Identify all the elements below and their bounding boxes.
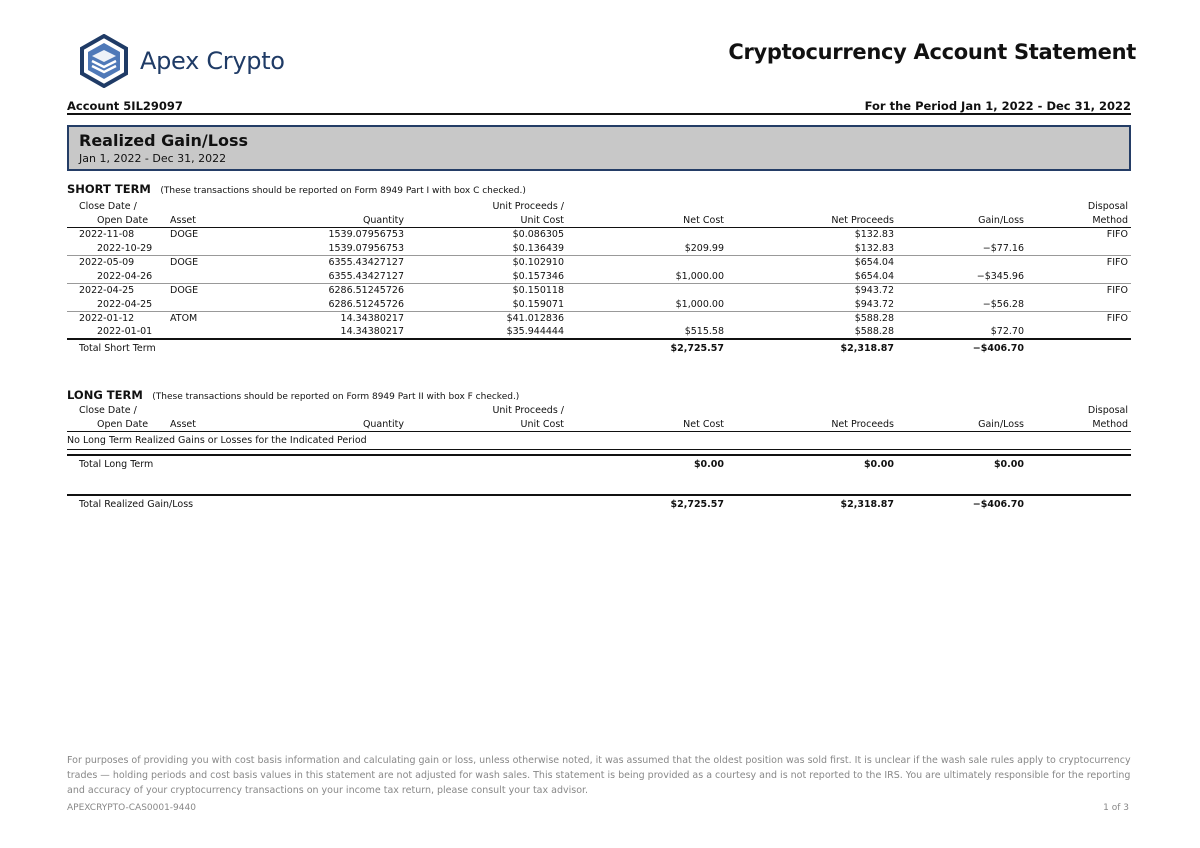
short-term-table [67, 199, 1131, 357]
section-header [67, 125, 1131, 171]
col-asset: Asset [167, 213, 227, 227]
unit-proceeds: $41.012836 [407, 311, 567, 325]
total-gain-loss: $0.00 [897, 455, 1027, 473]
unit-cost: $0.157346 [512, 270, 564, 282]
grand-total-gain-loss: −$406.70 [897, 495, 1027, 513]
col-close-date: Close Date / [79, 405, 137, 416]
col-net-cost: Net Cost [567, 213, 727, 227]
quantity: 6286.51245726 [227, 283, 407, 297]
quantity: 14.34380217 [340, 326, 404, 337]
col-gain-loss: Gain/Loss [897, 417, 1027, 431]
close-date: 2022-04-25 [67, 283, 167, 297]
long-term-table [67, 403, 1131, 513]
open-date: 2022-04-26 [97, 270, 153, 282]
net-proceeds: $588.28 [727, 311, 897, 325]
table-row [67, 311, 1131, 325]
account-header [67, 99, 1131, 115]
empty-row [67, 431, 1131, 449]
total-label: Total Short Term [67, 339, 567, 357]
total-net-cost: $0.00 [567, 455, 727, 473]
quantity: 6355.43427127 [227, 255, 407, 269]
section-title: Realized Gain/Loss [79, 131, 249, 150]
quantity: 14.34380217 [227, 311, 407, 325]
disposal-method: FIFO [1106, 229, 1128, 240]
col-quantity: Quantity [227, 417, 407, 431]
table-row [67, 325, 1131, 339]
net-proceeds: $654.04 [727, 255, 897, 269]
unit-cost: $0.159071 [512, 298, 564, 310]
total-net-proceeds: $2,318.87 [727, 339, 897, 357]
long-term-heading [67, 388, 519, 402]
col-unit-cost: Unit Cost [407, 417, 567, 431]
total-label: Total Long Term [67, 455, 567, 473]
gain-loss: −$77.16 [982, 242, 1024, 254]
open-date: 2022-10-29 [97, 242, 153, 254]
grand-total-row [67, 495, 1131, 513]
short-term-total-row [67, 339, 1131, 357]
long-term-note: (These transactions should be reported on Form 8949 Part II with box F checked.) [152, 392, 520, 402]
net-proceeds: $654.04 [854, 270, 894, 282]
col-method: Method [1027, 213, 1131, 227]
unit-proceeds: $0.102910 [407, 255, 567, 269]
col-open-date: Open Date [67, 417, 167, 431]
close-date: 2022-01-12 [67, 311, 167, 325]
asset: DOGE [167, 283, 227, 297]
col-gain-loss: Gain/Loss [897, 213, 1027, 227]
brand-logo [77, 34, 285, 88]
col-unit-cost: Unit Cost [407, 213, 567, 227]
grand-total-label: Total Realized Gain/Loss [67, 495, 567, 513]
quantity: 1539.07956753 [328, 242, 404, 254]
col-net-proceeds: Net Proceeds [727, 417, 897, 431]
document-title: Cryptocurrency Account Statement [728, 40, 1136, 64]
quantity: 6286.51245726 [328, 298, 404, 310]
gain-loss: −$56.28 [982, 298, 1024, 310]
section-date-range: Jan 1, 2022 - Dec 31, 2022 [79, 152, 227, 165]
net-cost: $209.99 [684, 242, 724, 254]
col-method: Method [1027, 417, 1131, 431]
open-date: 2022-01-01 [97, 326, 153, 337]
col-net-cost: Net Cost [567, 417, 727, 431]
col-unit-proceeds: Unit Proceeds / [492, 201, 564, 212]
col-disposal: Disposal [1087, 201, 1128, 212]
col-net-proceeds: Net Proceeds [727, 213, 897, 227]
long-term-title: LONG TERM [67, 388, 143, 402]
col-close-date: Close Date / [79, 201, 137, 212]
table-row [67, 283, 1131, 297]
document-id: APEXCRYPTO-CAS0001-9440 [67, 803, 196, 813]
disposal-method: FIFO [1027, 255, 1131, 269]
table-row [67, 241, 1131, 255]
grand-total-net-proceeds: $2,318.87 [727, 495, 897, 513]
unit-cost: $0.136439 [512, 242, 564, 254]
gain-loss: $72.70 [990, 326, 1024, 337]
asset: DOGE [167, 255, 227, 269]
page-number: 1 of 3 [1103, 803, 1129, 813]
no-long-term-message: No Long Term Realized Gains or Losses for the Indicated Period [67, 431, 1131, 449]
net-cost: $1,000.00 [675, 270, 724, 282]
quantity: 6355.43427127 [328, 270, 404, 282]
grand-total-net-cost: $2,725.57 [567, 495, 727, 513]
short-term-heading [67, 182, 526, 196]
net-proceeds: $588.28 [854, 326, 894, 337]
disclaimer-text: For purposes of providing you with cost basis information and calculating gain or loss, unless otherwise noted, it was assumed that the oldest position was sold first. It is unclear if the wash sale rules apply to cryptocurrency trades — holding periods and cost basis values in this statement are not adjusted for wash sales. This statement is being provided as a courtesy and is not reported to the IRS. You are ultimately responsible for the reporting and accuracy of your cryptocurrency transactions on your income tax return, please consult your tax advisor. [67, 755, 1131, 796]
col-disposal: Disposal [1087, 405, 1128, 416]
table-row [67, 269, 1131, 283]
net-proceeds: $132.83 [854, 229, 894, 240]
gain-loss: −$345.96 [976, 270, 1024, 282]
total-gain-loss: −$406.70 [897, 339, 1027, 357]
table-row [67, 255, 1131, 269]
open-date: 2022-04-25 [97, 298, 153, 310]
close-date: 2022-05-09 [67, 255, 167, 269]
statement-period: For the Period Jan 1, 2022 - Dec 31, 2022 [864, 99, 1131, 113]
apex-logo-icon [77, 34, 131, 88]
disposal-method: FIFO [1027, 283, 1131, 297]
net-proceeds: $943.72 [727, 283, 897, 297]
brand-name: Apex Crypto [140, 47, 285, 75]
disposal-method: FIFO [1027, 311, 1131, 325]
col-quantity: Quantity [227, 213, 407, 227]
col-open-date: Open Date [67, 213, 167, 227]
col-asset: Asset [167, 417, 227, 431]
unit-proceeds: $0.150118 [407, 283, 567, 297]
net-proceeds: $132.83 [854, 242, 894, 254]
short-term-title: SHORT TERM [67, 182, 151, 196]
table-row [67, 227, 1131, 241]
unit-cost: $35.944444 [506, 326, 564, 337]
table-row [67, 297, 1131, 311]
long-term-total-row [67, 455, 1131, 473]
col-unit-proceeds: Unit Proceeds / [492, 405, 564, 416]
total-net-cost: $2,725.57 [567, 339, 727, 357]
asset: ATOM [167, 311, 227, 325]
short-term-note: (These transactions should be reported on Form 8949 Part I with box C checked.) [160, 186, 526, 196]
quantity: 1539.07956753 [328, 229, 404, 240]
close-date: 2022-11-08 [79, 229, 135, 240]
unit-proceeds: $0.086305 [512, 229, 564, 240]
account-number: Account 5IL29097 [67, 99, 183, 113]
net-cost: $1,000.00 [675, 298, 724, 310]
total-net-proceeds: $0.00 [727, 455, 897, 473]
asset: DOGE [170, 229, 199, 240]
net-proceeds: $943.72 [854, 298, 894, 310]
net-cost: $515.58 [684, 326, 724, 337]
